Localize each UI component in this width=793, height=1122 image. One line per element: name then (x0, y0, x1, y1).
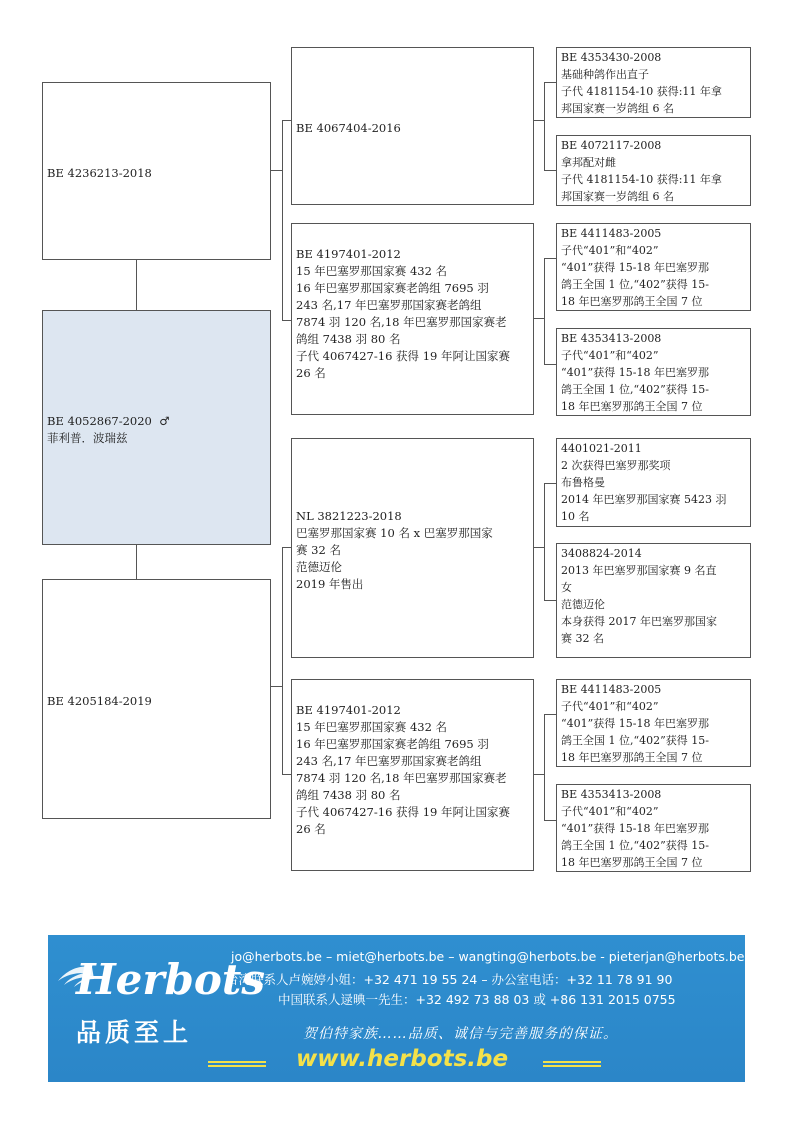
connector (544, 483, 556, 484)
text-line: BE 4411483-2005 (561, 683, 662, 696)
dsd-box (556, 543, 751, 658)
text-line: 18 年巴塞罗那鸽王全国 7 位 (561, 400, 703, 413)
connector (282, 320, 291, 321)
text-line: 范德迈伦 (561, 598, 605, 611)
text-line: 7874 羽 120 名,18 年巴塞罗那国家赛老 (296, 315, 507, 329)
connector (282, 120, 283, 320)
text-line: 3408824-2014 (561, 547, 642, 560)
connector (533, 318, 544, 319)
text-line: BE 4067404-2016 (296, 120, 401, 135)
connector (282, 120, 291, 121)
text-line: 16 年巴塞罗那国家赛老鸽组 7695 羽 (296, 281, 489, 295)
text-line: 16 年巴塞罗那国家赛老鸽组 7695 羽 (296, 737, 489, 751)
sire-dam-box (291, 223, 534, 415)
text-line: 26 名 (296, 822, 326, 836)
text-line: 7874 羽 120 名,18 年巴塞罗那国家赛老 (296, 771, 507, 785)
text-line: “401”获得 15-18 年巴塞罗那 (561, 366, 709, 379)
text-line: 2013 年巴塞罗那国家赛 9 名直 (561, 564, 717, 577)
text-line: BE 4197401-2012 (296, 703, 401, 717)
text-line: 赛 32 名 (296, 542, 341, 557)
connector (282, 547, 283, 774)
text-line: 15 年巴塞罗那国家赛 432 名 (296, 720, 448, 734)
decorative-lines (208, 1061, 266, 1063)
connector (544, 483, 545, 600)
text-line: 子代“401”和“402” (561, 349, 659, 362)
subject-ring: BE 4052867-2020 (47, 413, 152, 428)
website-link[interactable]: www.herbots.be (296, 1046, 509, 1072)
text-line: 26 名 (296, 366, 326, 380)
text-line: BE 4411483-2005 (561, 227, 662, 240)
text-line: 10 名 (561, 510, 590, 523)
decorative-lines (543, 1061, 601, 1063)
sire-sire-box (291, 47, 534, 205)
connector (544, 364, 556, 365)
footer-banner (48, 935, 745, 1082)
text-line: 鸽组 7438 羽 80 名 (296, 788, 401, 802)
text-line: 本身获得 2017 年巴塞罗那国家 (561, 615, 717, 628)
text-line: 邦国家赛一岁鸽组 6 名 (561, 190, 674, 203)
text-line: 243 名,17 年巴塞罗那国家赛老鸽组 (296, 298, 482, 312)
text-line: 子代 4067427-16 获得 19 年阿让国家赛 (296, 805, 510, 819)
text-line: NL 3821223-2018 (296, 508, 402, 523)
text-line: BE 4197401-2012 (296, 247, 401, 261)
text-line: 子代 4067427-16 获得 19 年阿让国家赛 (296, 349, 510, 363)
connector (282, 774, 291, 775)
connector (544, 82, 556, 83)
male-icon: ♂ (159, 413, 170, 428)
text-line: 2019 年售出 (296, 576, 364, 591)
text-line: 18 年巴塞罗那鸽王全国 7 位 (561, 751, 703, 764)
connector (544, 714, 545, 820)
dds-box (556, 679, 751, 767)
text-line: 范德迈伦 (296, 559, 342, 574)
text-line: 基础种鸽作出直子 (561, 68, 649, 81)
email-list[interactable]: jo@herbots.be – miet@herbots.be – wangting@herbots.be - pieterjan@herbots.be (231, 949, 745, 964)
text-line: “401”获得 15-18 年巴塞罗那 (561, 717, 709, 730)
text-line: BE 4353413-2008 (561, 332, 662, 345)
text-line: 243 名,17 年巴塞罗那国家赛老鸽组 (296, 754, 482, 768)
text-line: BE 4072117-2008 (561, 139, 662, 152)
text-line: 拿邦配对雌 (561, 156, 616, 169)
text-line: 布鲁格曼 (561, 476, 605, 489)
text-line: 18 年巴塞罗那鸽王全国 7 位 (561, 295, 703, 308)
text-line: 巴塞罗那国家赛 10 名 x 巴塞罗那国家 (296, 525, 493, 540)
connector (544, 258, 545, 364)
text-line: “401”获得 15-18 年巴塞罗那 (561, 822, 709, 835)
text-line: 子代“401”和“402” (561, 244, 659, 257)
connector (270, 686, 282, 687)
subject-box (42, 310, 271, 545)
connector (544, 820, 556, 821)
text-line: BE 4353413-2008 (561, 788, 662, 801)
ssd-box (556, 135, 751, 206)
connector (136, 259, 137, 311)
text-line: 鸽王全国 1 位,“402”获得 15- (561, 734, 709, 747)
connector (533, 547, 544, 548)
connector (136, 544, 137, 580)
text-line: 2 次获得巴塞罗那奖项 (561, 459, 671, 472)
sdd-box (556, 328, 751, 416)
dam-dam-box (291, 679, 534, 871)
connector (282, 547, 291, 548)
text-line: 赛 32 名 (561, 632, 604, 645)
text-line: “401”获得 15-18 年巴塞罗那 (561, 261, 709, 274)
dam-sire-box (291, 438, 534, 658)
text-line: 子代“401”和“402” (561, 700, 659, 713)
dss-box (556, 438, 751, 527)
connector (533, 774, 544, 775)
sss-box (556, 47, 751, 118)
text-line: 4401021-2011 (561, 442, 642, 455)
taiwan-contact: 台湾联系人卢婉婷小姐：+32 471 19 55 24 – 办公室电话：+32 11 78 91 90 (226, 972, 673, 987)
connector (544, 258, 556, 259)
text-line: 子代“401”和“402” (561, 805, 659, 818)
connector (544, 714, 556, 715)
text-line: 鸽组 7438 羽 80 名 (296, 332, 401, 346)
text-line: 子代 4181154-10 获得:11 年拿 (561, 85, 722, 98)
text-line: 子代 4181154-10 获得:11 年拿 (561, 173, 722, 186)
connector (270, 170, 282, 171)
connector (533, 120, 544, 121)
tagline: 贺伯特家族……品质、诚信与完善服务的保证。 (303, 1026, 618, 1042)
connector (544, 600, 556, 601)
text-line: 18 年巴塞罗那鸽王全国 7 位 (561, 856, 703, 869)
dam-ring: BE 4205184-2019 (47, 693, 152, 708)
connector (544, 82, 545, 170)
sire-box (42, 82, 271, 260)
brand-logo: Herbots (76, 955, 265, 1004)
text-line: 鸽王全国 1 位,“402”获得 15- (561, 839, 709, 852)
text-line: 2014 年巴塞罗那国家赛 5423 羽 (561, 493, 727, 506)
ddd-box (556, 784, 751, 872)
connector (544, 170, 556, 171)
brand-slogan: 品质至上 (76, 1018, 193, 1047)
text-line: BE 4353430-2008 (561, 51, 662, 64)
text-line: 鸽王全国 1 位,“402”获得 15- (561, 383, 709, 396)
text-line: 邦国家赛一岁鸽组 6 名 (561, 102, 674, 115)
text-line: 15 年巴塞罗那国家赛 432 名 (296, 264, 448, 278)
dam-box (42, 579, 271, 819)
sire-ring: BE 4236213-2018 (47, 165, 152, 180)
text-line: 女 (561, 581, 572, 594)
subject-owner: 菲利普．波瑞兹 (47, 430, 128, 445)
text-line: 鸽王全国 1 位,“402”获得 15- (561, 278, 709, 291)
sds-box (556, 223, 751, 311)
china-contact: 中国联系人逯晪一先生：+32 492 73 88 03 或 +86 131 2015 0755 (278, 992, 676, 1007)
